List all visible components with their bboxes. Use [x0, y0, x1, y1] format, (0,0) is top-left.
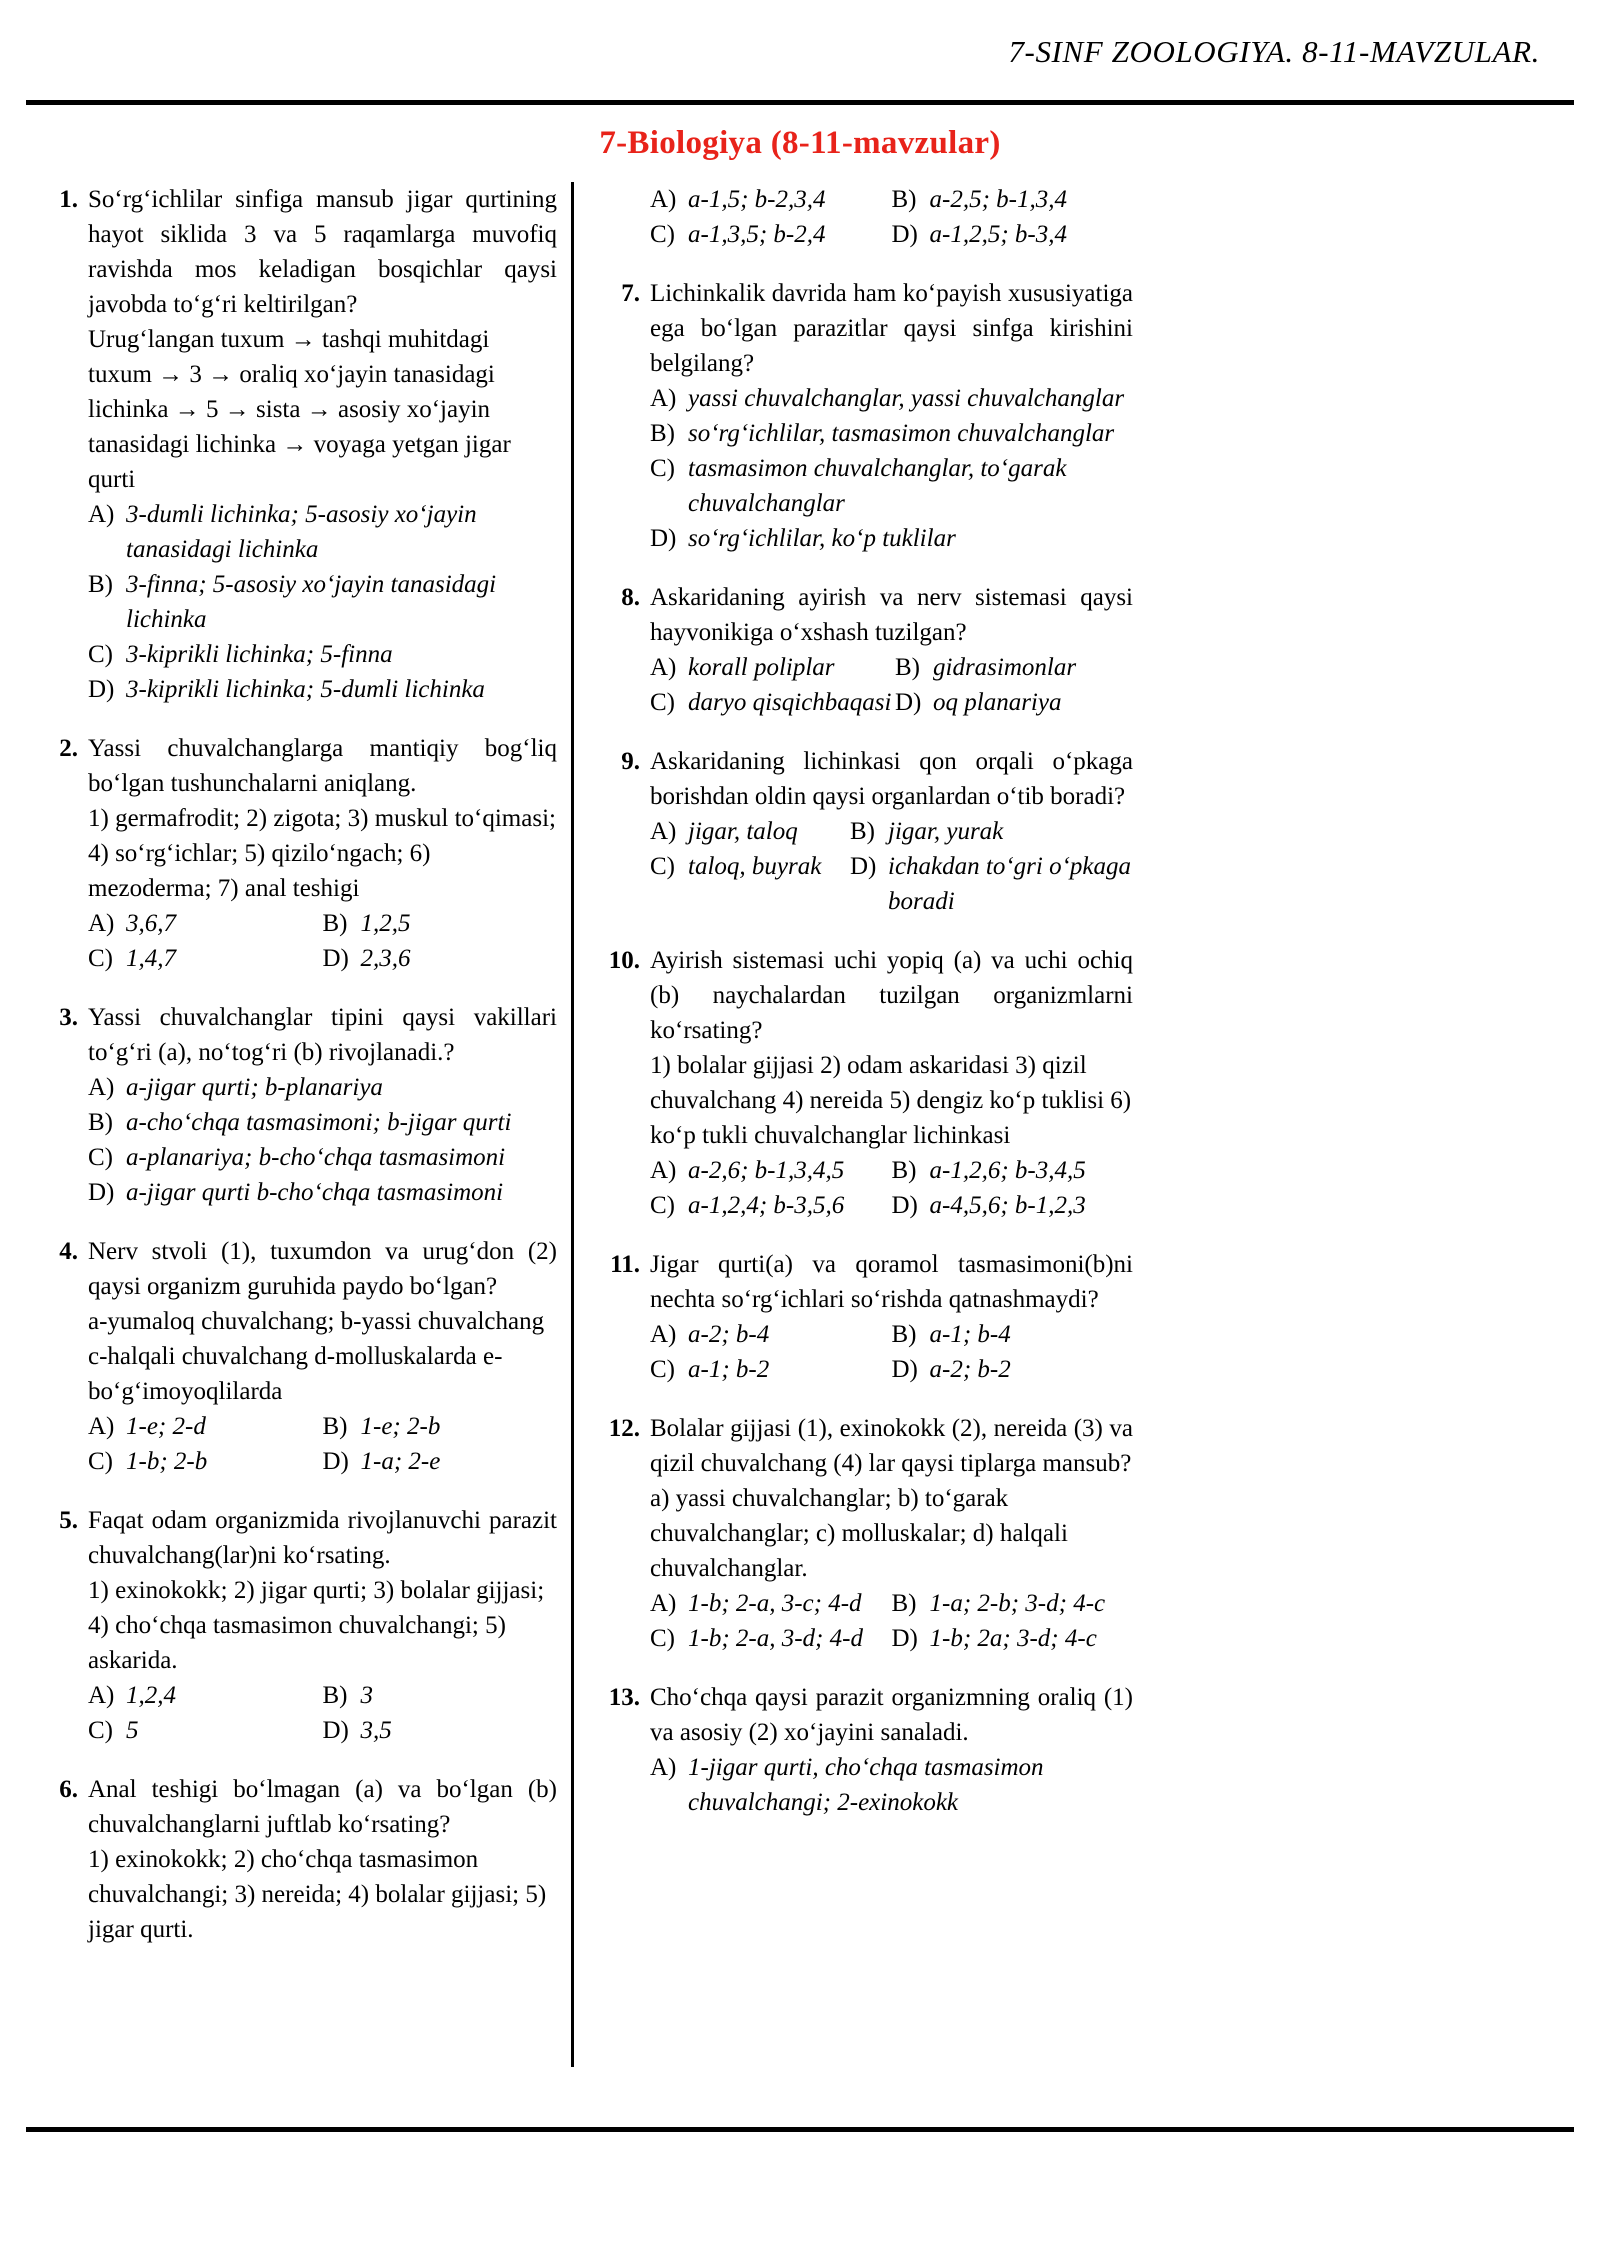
answer-option[interactable]	[650, 416, 1133, 451]
question-number: 10.	[608, 947, 640, 974]
answer-option[interactable]	[850, 814, 1133, 849]
question-block	[608, 1680, 1133, 1820]
option-letter: C)	[650, 1192, 675, 1219]
option-text: 3-dumli lichinka; 5-asosiy xo‘jayin tanasidagi lichinka	[126, 501, 477, 563]
page-title: 7-Biologiya (8-11-mavzular)	[599, 125, 1001, 161]
answer-option[interactable]	[892, 1621, 1134, 1656]
question-subtext: 1) exinokokk; 2) jigar qurti; 3) bolalar gijjasi; 4) cho‘chqa tasmasimon chuvalchangi; 5) askarida.	[88, 1577, 545, 1674]
question-block	[608, 182, 1133, 252]
option-text: a-1,2,5; b-3,4	[929, 221, 1067, 248]
answer-options	[650, 1586, 1133, 1656]
option-letter: D)	[891, 1356, 918, 1383]
option-letter: B)	[322, 1682, 348, 1709]
option-text: 3-kiprikli lichinka; 5-finna	[126, 641, 393, 668]
question-stem: So‘rg‘ichlilar sinfiga mansub jigar qurtining hayot siklida 3 va 5 raqamlarga muvofiq ravishda mos keladigan bosqichlar qaysi javobda to‘g‘ri keltirilgan?	[88, 186, 557, 318]
question-stem: Bolalar gijjasi (1), exinokokk (2), nereida (3) va qizil chuvalchang (4) lar qaysi tiplarga mansub?	[650, 1415, 1133, 1477]
option-text: a-jigar qurti; b-planariya	[126, 1074, 383, 1101]
option-text: 1-a; 2-b; 3-d; 4-c	[929, 1590, 1106, 1617]
option-letter: A)	[650, 1754, 677, 1781]
answer-option[interactable]	[323, 941, 558, 976]
question-number: 13.	[608, 1684, 640, 1711]
question-block	[608, 276, 1133, 556]
option-text: 3	[360, 1682, 373, 1709]
question-body	[650, 744, 1133, 919]
answer-options	[88, 1678, 557, 1748]
answer-option[interactable]	[650, 217, 892, 252]
answer-option[interactable]	[323, 1713, 558, 1748]
option-letter: B)	[891, 1590, 917, 1617]
option-text: a-1; b-2	[688, 1356, 770, 1383]
answer-option[interactable]	[650, 1188, 892, 1223]
option-letter: B)	[891, 186, 917, 213]
option-text: a-2,6; b-1,3,4,5	[688, 1157, 845, 1184]
option-letter: A)	[88, 1682, 115, 1709]
option-letter: C)	[650, 1625, 675, 1652]
question-block	[46, 1772, 557, 1947]
answer-option[interactable]	[323, 906, 558, 941]
answer-options	[88, 1409, 557, 1479]
answer-option[interactable]	[88, 1713, 323, 1748]
option-text: 1,4,7	[126, 945, 176, 972]
answer-options	[88, 906, 557, 976]
question-number: 6.	[59, 1776, 78, 1803]
question-subtext: 1) exinokokk; 2) cho‘chqa tasmasimon chuvalchangi; 3) nereida; 4) bolalar gijjasi; 5) jigar qurti.	[88, 1846, 547, 1943]
option-text: jigar, taloq	[688, 818, 798, 845]
answer-option[interactable]	[650, 814, 850, 849]
answer-option[interactable]	[892, 1153, 1134, 1188]
question-number: 1.	[59, 186, 78, 213]
option-letter: C)	[88, 945, 113, 972]
option-letter: A)	[650, 1157, 677, 1184]
option-text: a-2; b-2	[929, 1356, 1011, 1383]
question-stem: Cho‘chqa qaysi parazit organizmning oraliq (1) va asosiy (2) xo‘jayini sanaladi.	[650, 1684, 1133, 1746]
option-text: a-cho‘chqa tasmasimoni; b-jigar qurti	[126, 1109, 512, 1136]
option-text: daryo qisqichbaqasi	[688, 689, 892, 716]
answer-option[interactable]	[895, 650, 1133, 685]
option-letter: B)	[650, 420, 675, 447]
option-letter: C)	[88, 1717, 113, 1744]
header-rule	[26, 100, 1574, 105]
option-text: a-jigar qurti b-cho‘chqa tasmasimoni	[126, 1179, 504, 1206]
question-body	[88, 1000, 557, 1210]
option-text: 1,2,4	[126, 1682, 176, 1709]
footer-rule	[26, 2127, 1574, 2132]
question-number: 9.	[621, 748, 640, 775]
answer-option[interactable]	[88, 1175, 557, 1210]
option-text: 1-e; 2-d	[126, 1413, 206, 1440]
question-number: 7.	[621, 280, 640, 307]
option-text: 1-b; 2-a, 3-c; 4-d	[688, 1590, 862, 1617]
option-text: 1-e; 2-b	[360, 1413, 441, 1440]
question-stem: Lichinkalik davrida ham ko‘payish xususiyatiga ega bo‘lgan parazitlar qaysi sinfga kirishini belgilang?	[650, 280, 1133, 377]
question-body	[88, 1234, 557, 1479]
option-letter: B)	[322, 910, 348, 937]
option-text: korall poliplar	[688, 654, 835, 681]
option-text: 3-kiprikli lichinka; 5-dumli lichinka	[126, 676, 485, 703]
answer-option[interactable]	[88, 906, 323, 941]
option-text: a-1,2,4; b-3,5,6	[688, 1192, 845, 1219]
question-subtext: 1) germafrodit; 2) zigota; 3) muskul to‘qimasi; 4) so‘rg‘ichlar; 5) qizilo‘ngach; 6) mezoderma; 7) anal teshigi	[88, 805, 556, 902]
question-stem: Jigar qurti(a) va qoramol tasmasimoni(b)ni nechta so‘rg‘ichlari so‘rishda qatnashmaydi?	[650, 1251, 1133, 1313]
answer-option[interactable]	[650, 381, 1133, 416]
answer-option[interactable]	[88, 497, 557, 567]
answer-option[interactable]	[650, 849, 850, 919]
answer-option[interactable]	[88, 1070, 557, 1105]
question-body	[650, 580, 1133, 720]
question-block	[46, 1000, 557, 1210]
option-text: 5	[126, 1717, 139, 1744]
question-stem: Ayirish sistemasi uchi yopiq (a) va uchi ochiq (b) naychalardan tuzilgan organizmlarni ko‘rsating?	[650, 947, 1133, 1044]
question-number: 2.	[59, 735, 78, 762]
answer-option[interactable]	[892, 1317, 1134, 1352]
two-column-body	[46, 182, 1566, 2067]
answer-option[interactable]	[323, 1678, 558, 1713]
answer-options	[650, 650, 1133, 720]
question-stem: Askaridaning lichinkasi qon orqali o‘pkaga borishdan oldin qaysi organlardan o‘tib boradi?	[650, 748, 1133, 810]
question-block	[608, 580, 1133, 720]
question-stem: Yassi chuvalchanglarga mantiqiy bog‘liq bo‘lgan tushunchalarni aniqlang.	[88, 735, 557, 797]
answer-option[interactable]	[650, 685, 895, 720]
answer-option[interactable]	[650, 1750, 1133, 1820]
question-body	[650, 1247, 1133, 1387]
answer-option[interactable]	[88, 637, 557, 672]
option-text: a-planariya; b-cho‘chqa tasmasimoni	[126, 1144, 506, 1171]
answer-option[interactable]	[88, 941, 323, 976]
answer-options	[650, 182, 1133, 252]
option-text: 1-a; 2-e	[360, 1448, 441, 1475]
option-letter: D)	[850, 853, 877, 880]
option-letter: C)	[650, 455, 675, 482]
option-letter: C)	[88, 1448, 113, 1475]
option-letter: D)	[891, 1625, 918, 1652]
option-letter: C)	[650, 1356, 675, 1383]
question-stem: Askaridaning ayirish va nerv sistemasi qaysi hayvonikiga o‘xshash tuzilgan?	[650, 584, 1133, 646]
option-letter: A)	[650, 1321, 677, 1348]
question-subtext: a) yassi chuvalchanglar; b) to‘garak chuvalchanglar; c) molluskalar; d) halqali chuvalchanglar.	[650, 1485, 1068, 1582]
question-subtext: Urug‘langan tuxum → tashqi muhitdagi tuxum → 3 → oraliq xo‘jayin tanasidagi lichinka → 5 → sista → asosiy xo‘jayin tanasidagi lichinka → voyaga yetgan jigar qurti	[88, 326, 511, 493]
answer-option[interactable]	[650, 650, 895, 685]
question-number: 3.	[59, 1004, 78, 1031]
option-text: a-4,5,6; b-1,2,3	[929, 1192, 1086, 1219]
left-column	[46, 182, 557, 2067]
option-letter: C)	[650, 689, 675, 716]
option-letter: A)	[650, 186, 677, 213]
question-stem: Anal teshigi bo‘lmagan (a) va bo‘lgan (b) chuvalchanglarni juftlab ko‘rsating?	[88, 1776, 557, 1838]
option-letter: D)	[88, 1179, 115, 1206]
option-letter: B)	[322, 1413, 348, 1440]
option-letter: B)	[895, 654, 920, 681]
option-letter: A)	[650, 1590, 677, 1617]
question-body	[88, 1503, 557, 1748]
answer-option[interactable]	[650, 1317, 892, 1352]
answer-option[interactable]	[88, 1678, 323, 1713]
option-text: 3-finna; 5-asosiy xo‘jayin tanasidagi lichinka	[126, 571, 497, 633]
answer-option[interactable]	[892, 1188, 1134, 1223]
question-number: 12.	[608, 1415, 640, 1442]
option-text: jigar, yurak	[888, 818, 1004, 845]
option-text: so‘rg‘ichlilar, tasmasimon chuvalchanglar	[688, 420, 1115, 447]
question-subtext: a-yumaloq chuvalchang; b-yassi chuvalchang c-halqali chuvalchang d-molluskalarda e-bo‘g‘imoyoqlilarda	[88, 1308, 545, 1405]
option-text: 2,3,6	[360, 945, 411, 972]
answer-option[interactable]	[650, 1153, 892, 1188]
option-text: ichakdan to‘gri o‘pkaga boradi	[888, 853, 1132, 915]
answer-option[interactable]	[895, 685, 1133, 720]
option-letter: A)	[650, 385, 677, 412]
answer-option[interactable]	[88, 1409, 323, 1444]
running-head: 7-SINF ZOOLOGIYA. 8-11-MAVZULAR.	[1008, 34, 1540, 69]
option-text: a-2,5; b-1,3,4	[929, 186, 1067, 213]
answer-options	[650, 1317, 1133, 1387]
option-text: 3,5	[360, 1717, 392, 1744]
answer-options	[650, 814, 1133, 919]
question-body	[650, 182, 1133, 252]
option-letter: D)	[650, 525, 677, 552]
answer-option[interactable]	[88, 1444, 323, 1479]
option-letter: D)	[322, 1717, 349, 1744]
option-text: a-1; b-4	[929, 1321, 1011, 1348]
option-letter: C)	[88, 641, 113, 668]
column-divider	[571, 182, 574, 2067]
answer-option[interactable]	[88, 567, 557, 637]
question-block	[608, 1247, 1133, 1387]
answer-option[interactable]	[892, 1586, 1134, 1621]
question-number: 4.	[59, 1238, 78, 1265]
answer-option[interactable]	[892, 217, 1134, 252]
option-text: 1-jigar qurti, cho‘chqa tasmasimon chuvalchangi; 2-exinokokk	[688, 1754, 1044, 1816]
answer-option[interactable]	[88, 672, 557, 707]
option-text: taloq, buyrak	[688, 853, 822, 880]
option-letter: A)	[650, 654, 677, 681]
question-body	[88, 731, 557, 976]
question-stem: Yassi chuvalchanglar tipini qaysi vakillari to‘g‘ri (a), no‘tog‘ri (b) rivojlanadi.?	[88, 1004, 557, 1066]
option-letter: B)	[891, 1157, 917, 1184]
option-letter: D)	[895, 689, 922, 716]
option-letter: D)	[88, 676, 115, 703]
answer-options	[650, 1153, 1133, 1223]
answer-option[interactable]	[88, 1140, 557, 1175]
option-letter: A)	[650, 818, 677, 845]
option-letter: B)	[88, 1109, 113, 1136]
question-body	[650, 276, 1133, 556]
option-text: 1,2,5	[360, 910, 411, 937]
option-text: 3,6,7	[126, 910, 176, 937]
question-block	[46, 1234, 557, 1479]
answer-option[interactable]	[850, 849, 1133, 919]
option-letter: A)	[88, 501, 115, 528]
question-stem: Nerv stvoli (1), tuxumdon va urug‘don (2) qaysi organizm guruhida paydo bo‘lgan?	[88, 1238, 557, 1300]
answer-option[interactable]	[323, 1409, 558, 1444]
question-block	[46, 731, 557, 976]
option-text: oq planariya	[933, 689, 1062, 716]
option-text: gidrasimonlar	[933, 654, 1077, 681]
question-body	[650, 1680, 1133, 1820]
question-body	[650, 1411, 1133, 1656]
right-column	[608, 182, 1133, 2067]
option-letter: D)	[322, 945, 349, 972]
option-letter: C)	[88, 1144, 113, 1171]
question-number: 11.	[610, 1251, 640, 1278]
question-body	[650, 943, 1133, 1223]
option-letter: D)	[891, 221, 918, 248]
option-letter: A)	[88, 1074, 115, 1101]
option-text: a-1,5; b-2,3,4	[688, 186, 826, 213]
answer-options	[650, 1750, 1133, 1820]
question-body	[88, 182, 557, 707]
answer-options	[88, 1070, 557, 1210]
option-letter: D)	[891, 1192, 918, 1219]
option-text: 1-b; 2-b	[126, 1448, 208, 1475]
option-letter: A)	[88, 910, 115, 937]
option-text: 1-b; 2a; 3-d; 4-c	[929, 1625, 1097, 1652]
answer-option[interactable]	[650, 1586, 892, 1621]
option-text: a-1,3,5; b-2,4	[688, 221, 826, 248]
option-letter: A)	[88, 1413, 115, 1440]
answer-option[interactable]	[323, 1444, 558, 1479]
answer-option[interactable]	[892, 1352, 1134, 1387]
answer-option[interactable]	[650, 451, 1133, 521]
question-body	[88, 1772, 557, 1947]
answer-option[interactable]	[650, 182, 892, 217]
option-text: so‘rg‘ichlilar, ko‘p tuklilar	[688, 525, 956, 552]
question-number: 5.	[59, 1507, 78, 1534]
option-letter: B)	[850, 818, 875, 845]
question-block	[608, 1411, 1133, 1656]
option-text: 1-b; 2-a, 3-d; 4-d	[688, 1625, 863, 1652]
question-block	[608, 744, 1133, 919]
answer-option[interactable]	[650, 1621, 892, 1656]
answer-option[interactable]	[892, 182, 1134, 217]
answer-option[interactable]	[650, 521, 1133, 556]
option-letter: C)	[650, 221, 675, 248]
option-letter: B)	[891, 1321, 917, 1348]
answer-options	[88, 497, 557, 707]
option-letter: C)	[650, 853, 675, 880]
question-number: 8.	[621, 584, 640, 611]
option-letter: D)	[322, 1448, 349, 1475]
question-subtext: 1) bolalar gijjasi 2) odam askaridasi 3) qizil chuvalchang 4) nereida 5) dengiz ko‘p tuklisi 6) ko‘p tukli chuvalchanglar lichinkasi	[650, 1052, 1132, 1149]
question-block	[46, 182, 557, 707]
option-text: yassi chuvalchanglar, yassi chuvalchanglar	[688, 385, 1125, 412]
option-text: a-2; b-4	[688, 1321, 770, 1348]
option-letter: B)	[88, 571, 113, 598]
option-text: a-1,2,6; b-3,4,5	[929, 1157, 1086, 1184]
option-text: tasmasimon chuvalchanglar, to‘garak chuvalchanglar	[688, 455, 1067, 517]
answer-option[interactable]	[88, 1105, 557, 1140]
answer-option[interactable]	[650, 1352, 892, 1387]
question-block	[608, 943, 1133, 1223]
answer-options	[650, 381, 1133, 556]
question-stem: Faqat odam organizmida rivojlanuvchi parazit chuvalchang(lar)ni ko‘rsating.	[88, 1507, 557, 1569]
question-block	[46, 1503, 557, 1748]
